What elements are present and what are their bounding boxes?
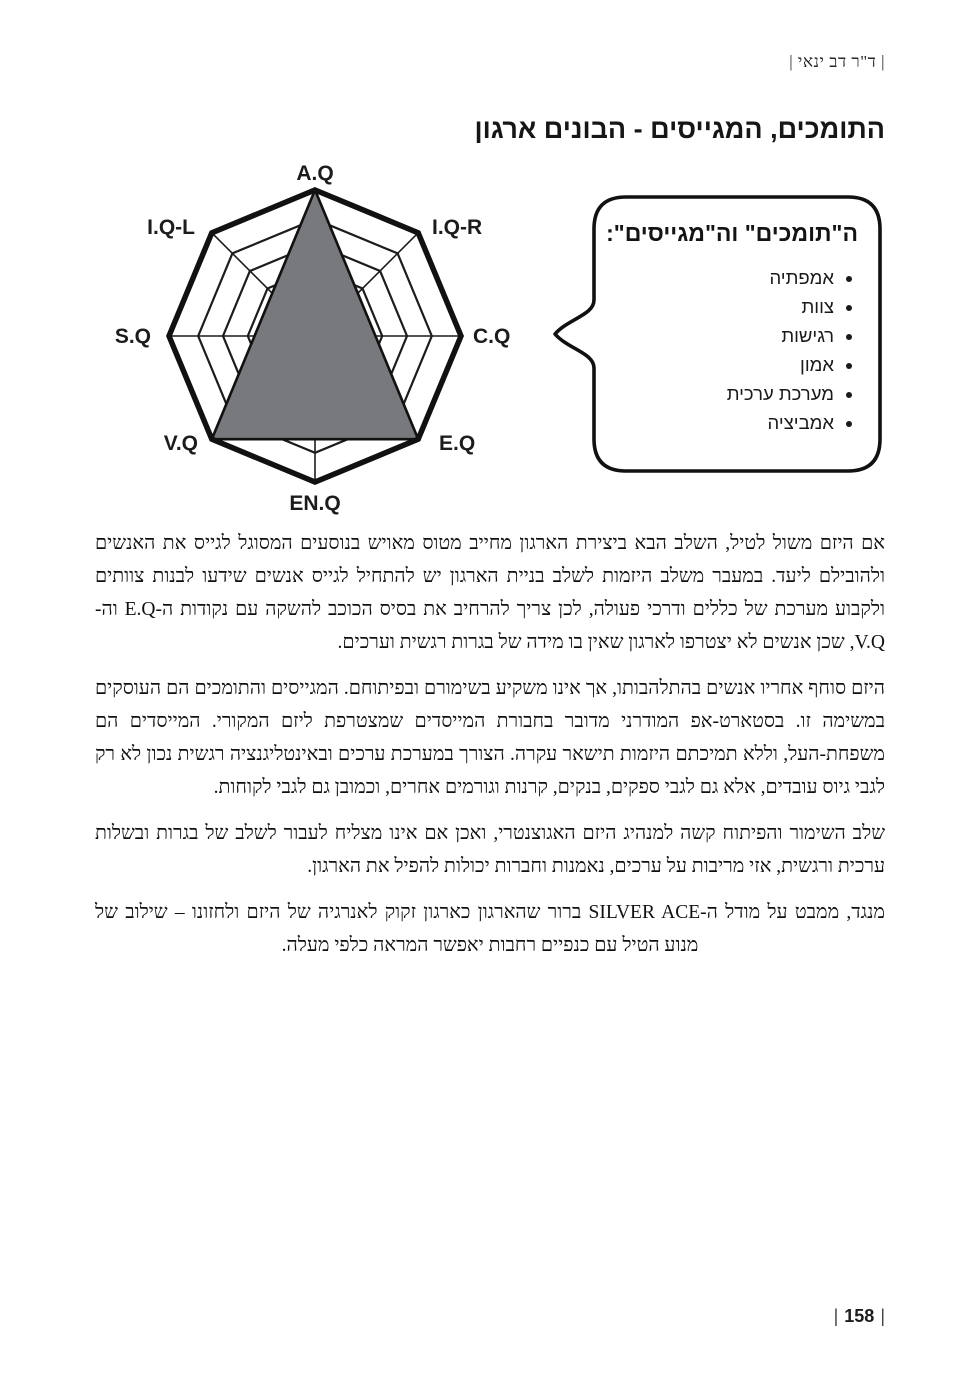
radar-highlight-triangle: [212, 190, 418, 439]
page-number-value: 158: [844, 1306, 875, 1326]
axis-label-aq: A.Q: [296, 162, 334, 185]
callout-content: [600, 220, 858, 437]
axis-label-eq: E.Q: [439, 432, 476, 455]
callout-item: [600, 350, 834, 379]
callout-title: ה"תומכים" וה"מגייסים":: [606, 220, 858, 246]
page-number-pipe-left: |: [880, 1306, 885, 1326]
axis-label-iqr: I.Q-R: [432, 216, 483, 239]
paragraph-4: מנגד, ממבט על מודל ה-SILVER ACE ברור שהארגון כארגון זקוק לאנרגיה של היזם ולחזונו – שילוב של מנוע הטיל עם כנפיים רחבות יאפשר המראה כלפי מעלה.: [95, 902, 885, 956]
callout-item-label: מערכת ערכית: [726, 383, 834, 404]
axis-label-cq: C.Q: [473, 325, 511, 348]
callout-item: [600, 292, 834, 321]
page-number: [834, 1306, 885, 1327]
callout-item: [600, 408, 834, 437]
radar-chart: [85, 158, 545, 528]
callout-item-label: צוות: [801, 296, 834, 317]
page-title: התומכים, המגייסים - הבונים ארגון: [474, 114, 885, 144]
paragraph-1: אם היזם משול לטיל, השלב הבא ביצירת הארגון מחייב מטוס מאויש בנוסעים המסוגל לגייס את האנשים ולהובילם ליעד. במעבר משלב היזמות לשלב בניית הארגון יש להתחיל לגייס אנשים שידעו לבנות צוותים ולקבוע מערכת של כללים ודרכי פעולה, לכן צריך להרחיב את בסיס הכוכב להשקה עם נקודות ה-E.Q וה-V.Q, שכן אנשים לא יצטרפו לארגון שאין בו מידה של בגרות רגשית וערכים.: [95, 533, 885, 653]
body-text: [95, 527, 885, 975]
callout-item-label: אמפתיה: [769, 267, 834, 288]
paragraph-3: שלב השימור והפיתוח קשה למנהיג היזם האגוצנטרי, ואכן אם אינו מצליח לעבור לשלב של בגרות ובשלות ערכית ורגשית, אזי מריבות על ערכים, נאמנות וחברות יכולות להפיל את הארגון.: [95, 823, 885, 877]
running-header: | ד"ר דב ינאי |: [789, 52, 885, 71]
callout-item-label: אמביציה: [767, 412, 834, 433]
axis-label-enq: EN.Q: [289, 492, 341, 515]
callout-item-label: אמון: [800, 354, 834, 375]
callout-list: [600, 263, 858, 437]
axis-label-iql: I.Q-L: [147, 216, 195, 239]
paragraph-2: היזם סוחף אחריו אנשים בהתלהבותו, אך אינו משקיע בשימורם ובפיתוחם. המגייסים והתומכים הם העוסקים במשימה זו. בסטארט-אפ המודרני מדובר בחבורת המייסדים שמצטרפת ליזם המקורי. המייסדים הם משפחת-העל, וללא תמיכתם היזמות תישאר עקרה. הצורך במערכת ערכים ובאינטליגנציה רגשית נכון לא רק לגבי גיוס עובדים, אלא גם לגבי ספקים, בנקים, קרנות וגורמים אחרים, וכמובן גם לגבי לקוחות.: [95, 678, 885, 798]
callout-item: [600, 321, 834, 350]
page-number-pipe-right: |: [833, 1306, 839, 1326]
axis-label-vq: V.Q: [163, 432, 198, 455]
callout-item-label: רגישות: [781, 325, 834, 346]
callout-item: [600, 379, 834, 408]
callout-item: [600, 263, 834, 292]
axis-label-sq: S.Q: [114, 325, 151, 348]
